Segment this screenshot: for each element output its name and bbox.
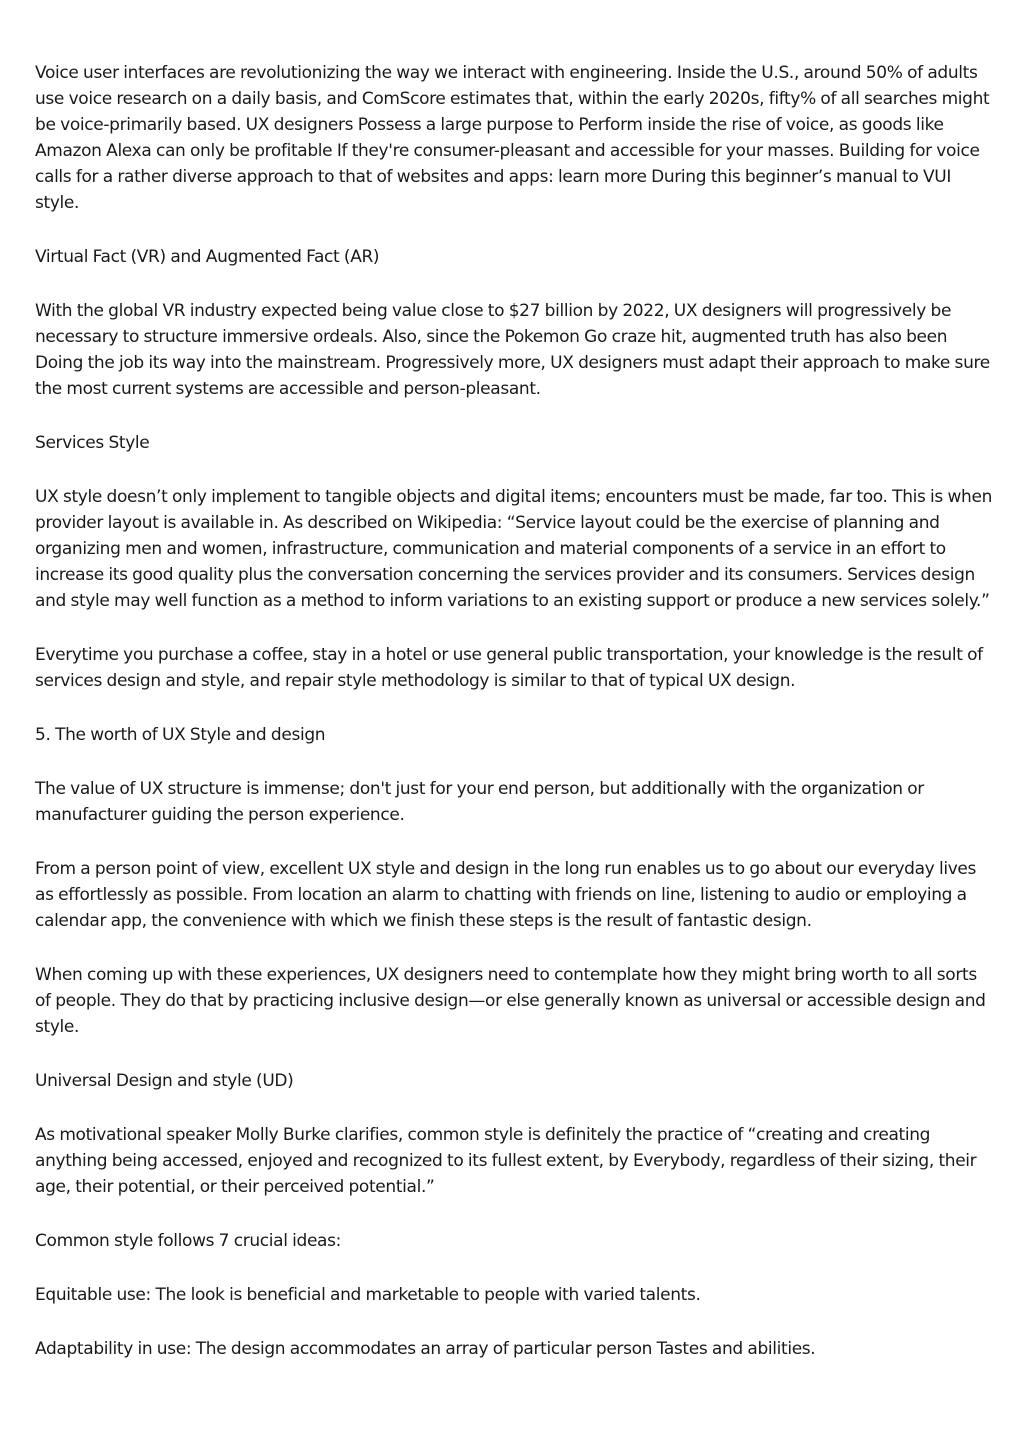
- paragraph-vr-industry: With the global VR industry expected being value close to $27 billion by 2022, UX designers will progressively be necessary to structure immersive ordeals. Also, since the Pokemon Go craze hit, augmented truth has also been Doing the job its way into the mainstream. Progressively more, UX designers must adapt their approach to make sure the most current systems are accessible and person-pleasant.: [35, 301, 990, 399]
- heading-vr-ar: Virtual Fact (VR) and Augmented Fact (AR): [35, 247, 380, 267]
- paragraph-molly-burke: As motivational speaker Molly Burke clarifies, common style is definitely the practice of “creating and creating anything being accessed, enjoyed and recognized to its fullest extent, by Everybody, regardless of their sizing, their age, their potential, or their perceived potential.”: [35, 1125, 977, 1197]
- paragraph-equitable-use: Equitable use: The look is beneficial and marketable to people with varied talents.: [35, 1285, 701, 1305]
- paragraph-adaptability: Adaptability in use: The design accommodates an array of particular person Tastes and abilities.: [35, 1339, 816, 1359]
- heading-services-style: Services Style: [35, 433, 150, 453]
- paragraph-everyday-services: Everytime you purchase a coffee, stay in a hotel or use general public transportation, your knowledge is the result of services design and style, and repair style methodology is similar to that of typical UX design.: [35, 645, 983, 691]
- paragraph-voice-interfaces: Voice user interfaces are revolutionizing the way we interact with engineering. Inside the U.S., around 50% of adults use voice research on a daily basis, and ComScore estimates that, within the early 2020s, fifty% of all searches might be voice-primarily based. UX designers Possess a large purpose to Perform inside the rise of voice, as goods like Amazon Alexa can only be profitable If they're consumer-pleasant and accessible for your masses. Building for voice calls for a rather diverse approach to that of websites and apps: learn more During this beginner’s manual to VUI style.: [35, 63, 990, 213]
- heading-worth-of-ux: 5. The worth of UX Style and design: [35, 725, 326, 745]
- paragraph-person-point-of-view: From a person point of view, excellent UX style and design in the long run enables us to go about our everyday lives as effortlessly as possible. From location an alarm to chatting with friends on line, listening to audio or employing a calendar app, the convenience with which we finish these steps is the result of fantastic design.: [35, 859, 977, 931]
- paragraph-service-layout: UX style doesn’t only implement to tangible objects and digital items; encounters must be made, far too. This is when provider layout is available in. As described on Wikipedia: “Service layout could be the exercise of planning and organizing men and women, infrastructure, communication and material components of a service in an effort to increase its good quality plus the conversation concerning the services provider and its consumers. Services design and style may well function as a method to inform variations to an existing support or produce a new services solely.”: [35, 487, 993, 611]
- heading-universal-design: Universal Design and style (UD): [35, 1071, 294, 1091]
- document-body: [35, 60, 995, 1390]
- paragraph-inclusive-design: When coming up with these experiences, UX designers need to contemplate how they might bring worth to all sorts of people. They do that by practicing inclusive design—or else generally known as universal or accessible design and style.: [35, 965, 986, 1037]
- paragraph-seven-ideas: Common style follows 7 crucial ideas:: [35, 1231, 342, 1251]
- paragraph-value-of-ux: The value of UX structure is immense; don't just for your end person, but additionally with the organization or manufacturer guiding the person experience.: [35, 779, 924, 825]
